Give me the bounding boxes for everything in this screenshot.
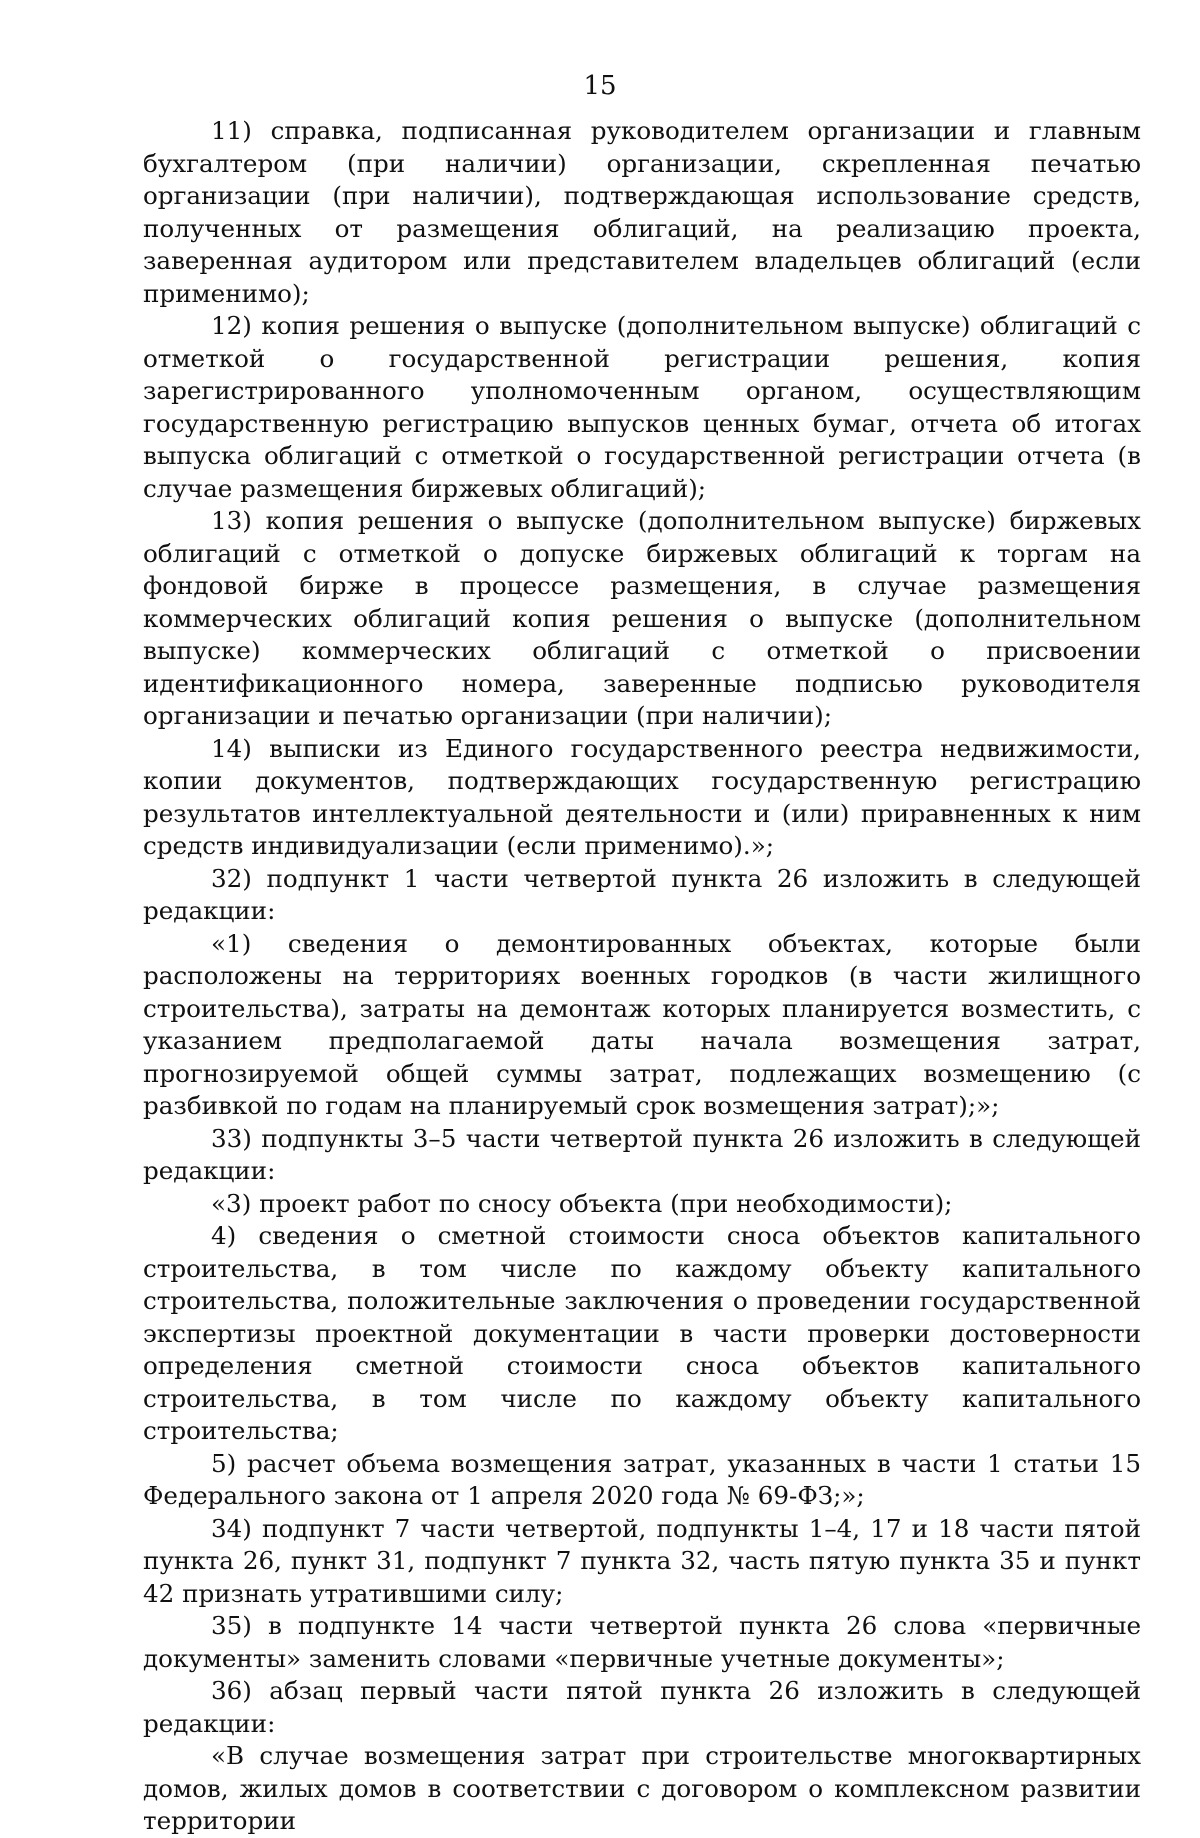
paragraph-amendment-35: 35) в подпункте 14 части четвертой пункта 26 слова «первичные документы» заменить словами «первичные учетные документы»; [143,1611,1141,1673]
paragraph-quoted-item-1: «1) сведения о демонтированных объектах, которые были расположены на территориях военных городков (в части жилищного строительства), затраты на демонтаж которых планируется возместить, с указанием предполагаемой даты начала возмещения затрат, прогнозируемой общей суммы затрат, подлежащих возмещению (с разбивкой по годам на планируемый срок возмещения затрат);»; [143,928,1141,1120]
paragraph-quoted-item-4: 4) сведения о сметной стоимости сноса объектов капитального строительства, в том числе по каждому объекту капитального строительства, положительные заключения о проведении государственной экспертизы проектной документации в части проверки достоверности определения сметной стоимости сноса объектов капитального строительства, в том числе по каждому объекту капитального строительства; [143,1221,1141,1445]
paragraph-item-12: 12) копия решения о выпуске (дополнительном выпуске) облигаций с отметкой о государственной регистрации решения, копия зарегистрированного уполномоченным органом, осуществляющим государственную регистрацию выпусков ценных бумаг, отчета об итогах выпуска облигаций с отметкой о государственной регистрации отчета (в случае размещения биржевых облигаций); [143,311,1141,503]
paragraph-quoted-first-paragraph: «В случае возмещения затрат при строительстве многоквартирных домов, жилых домов в соответствии с договором о комплексном развитии территории [143,1741,1141,1835]
paragraph-amendment-33: 33) подпункты 3–5 части четвертой пункта 26 изложить в следующей редакции: [143,1123,1141,1185]
paragraph-item-11: 11) справка, подписанная руководителем организации и главным бухгалтером (при наличии) организации, скрепленная печатью организации (при наличии), подтверждающая использование средств, полученных от размещения облигаций, на реализацию проекта, заверенная аудитором или представителем владельцев облигаций (если применимо); [143,116,1141,308]
paragraph-amendment-34: 34) подпункт 7 части четвертой, подпункты 1–4, 17 и 18 части пятой пункта 26, пункт 31, подпункт 7 пункта 32, часть пятую пункта 35 и пункт 42 признать утратившими силу; [143,1513,1141,1608]
page-number: 15 [583,71,617,101]
paragraph-quoted-item-5: 5) расчет объема возмещения затрат, указанных в части 1 статьи 15 Федерального закона от 1 апреля 2020 года № 69-ФЗ;»; [143,1448,1141,1510]
document-body [143,115,1141,1838]
paragraph-item-13: 13) копия решения о выпуске (дополнительном выпуске) биржевых облигаций с отметкой о допуске биржевых облигаций к торгам на фондовой бирже в процессе размещения, в случае размещения коммерческих облигаций копия решения о выпуске (дополнительном выпуске) коммерческих облигаций с отметкой о присвоении идентификационного номера, заверенные подписью руководителя организации и печатью организации (при наличии); [143,506,1141,730]
paragraph-item-14: 14) выписки из Единого государственного реестра недвижимости, копии документов, подтверждающих государственную регистрацию результатов интеллектуальной деятельности и (или) приравненных к ним средств индивидуализации (если применимо).»; [143,733,1141,860]
paragraph-amendment-32: 32) подпункт 1 части четвертой пункта 26 изложить в следующей редакции: [143,863,1141,925]
paragraph-quoted-item-3: «3) проект работ по сносу объекта (при необходимости); [211,1188,953,1218]
paragraph-amendment-36: 36) абзац первый части пятой пункта 26 изложить в следующей редакции: [143,1676,1141,1738]
